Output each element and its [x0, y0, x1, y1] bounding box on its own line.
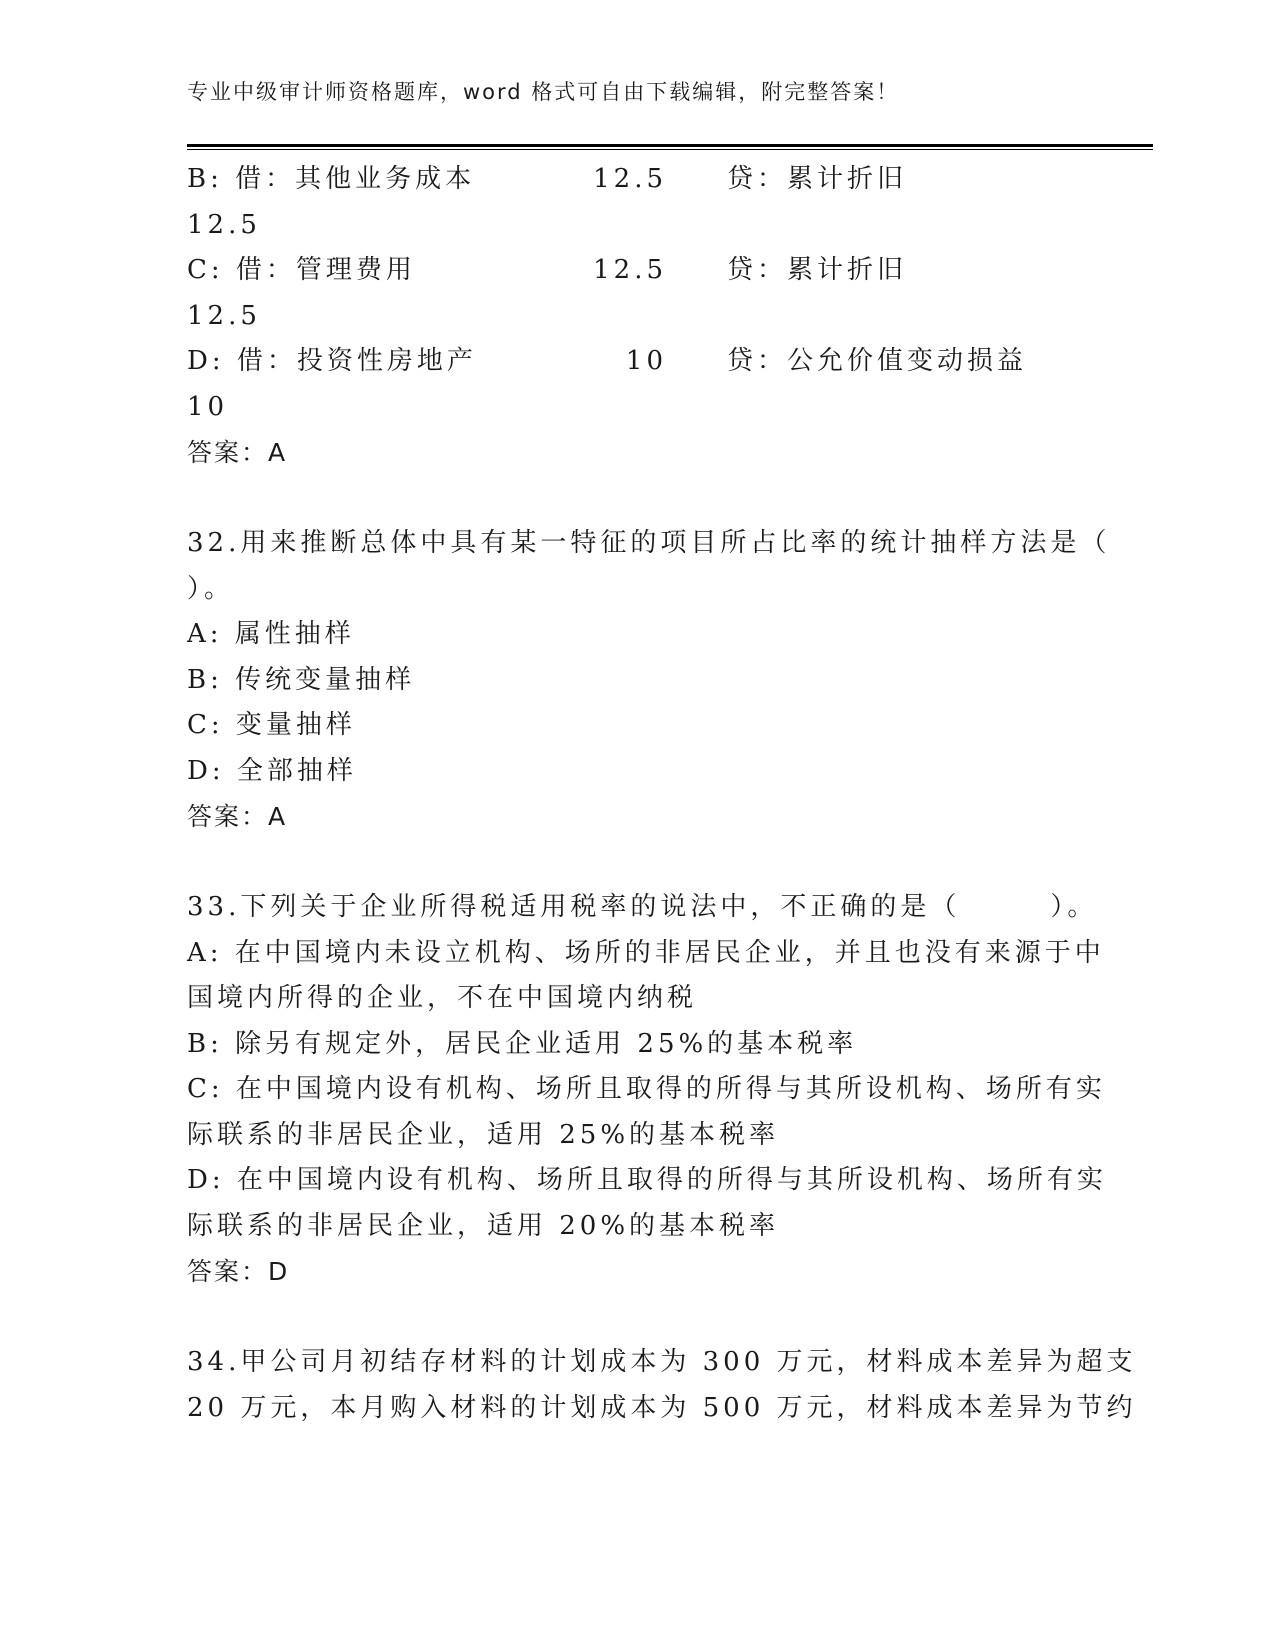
- header-rule-thick: [187, 144, 1153, 147]
- option-debit: B: 借：其他业务成本: [187, 164, 476, 194]
- spacer: [187, 476, 1087, 522]
- header-rule-thin: [187, 149, 1153, 150]
- option-d-entry: [187, 339, 1087, 385]
- spacer: [187, 840, 1087, 886]
- option-debit: C: 借：管理费用: [187, 255, 416, 285]
- option-debit: D: 借：投资性房地产: [187, 346, 477, 376]
- question-34-text: 34.甲公司月初结存材料的计划成本为 300 万元，材料成本差异为超支: [187, 1347, 1137, 1377]
- question-32-option-a: A: 属性抽样: [187, 619, 355, 649]
- question-33-option-c: C: 在中国境内设有机构、场所且取得的所得与其所设机构、场所有实: [187, 1074, 1106, 1104]
- question-33-option-b: B: 除另有规定外，居民企业适用 25%的基本税率: [187, 1028, 858, 1059]
- answer-label: 答案：A: [187, 802, 288, 831]
- option-wrap-amount: 12.5: [187, 300, 261, 331]
- question-32-option-d: D: 全部抽样: [187, 755, 357, 786]
- spacer: [187, 1295, 1087, 1341]
- option-wrap-amount: 10: [187, 391, 229, 422]
- question-32-text-cont: ）。: [187, 573, 235, 604]
- question-33-option-c-cont: 际联系的非居民企业，适用 25%的基本税率: [187, 1119, 780, 1150]
- option-amount: 12.5: [593, 255, 667, 285]
- option-credit: 贷：公允价值变动损益: [727, 346, 1028, 376]
- option-credit: 贷：累计折旧: [727, 164, 908, 194]
- answer-label: 答案：A: [187, 438, 288, 467]
- question-33-option-a-cont: 国境内所得的企业，不在中国境内纳税: [187, 983, 698, 1013]
- question-33-option-d: D: 在中国境内设有机构、场所且取得的所得与其所设机构、场所有实: [187, 1165, 1107, 1195]
- document-body: [187, 157, 1137, 1431]
- question-32-option-b: B: 传统变量抽样: [187, 664, 416, 695]
- option-c-entry: [187, 248, 1087, 294]
- question-33-option-a: A: 在中国境内未设立机构、场所的非居民企业，并且也没有来源于中: [187, 937, 1105, 968]
- option-wrap-amount: 12.5: [187, 209, 261, 240]
- question-33-option-d-cont: 际联系的非居民企业，适用 20%的基本税率: [187, 1210, 780, 1241]
- answer-label: 答案：D: [187, 1257, 290, 1286]
- question-32-text: 32.用来推断总体中具有某一特征的项目所占比率的统计抽样方法是（: [187, 528, 1111, 558]
- option-amount: 10: [625, 346, 667, 376]
- option-b-entry: [187, 157, 1087, 203]
- option-credit: 贷：累计折旧: [727, 255, 908, 285]
- option-amount: 12.5: [593, 164, 667, 194]
- question-33-text: 33.下列关于企业所得税适用税率的说法中，不正确的是（ ）。: [187, 892, 1098, 922]
- question-32-option-c: C: 变量抽样: [187, 710, 356, 740]
- page-header: 专业中级审计师资格题库，word 格式可自由下载编辑，附完整答案！: [187, 80, 900, 104]
- question-34-text-cont: 20 万元，本月购入材料的计划成本为 500 万元，材料成本差异为节约: [187, 1392, 1137, 1423]
